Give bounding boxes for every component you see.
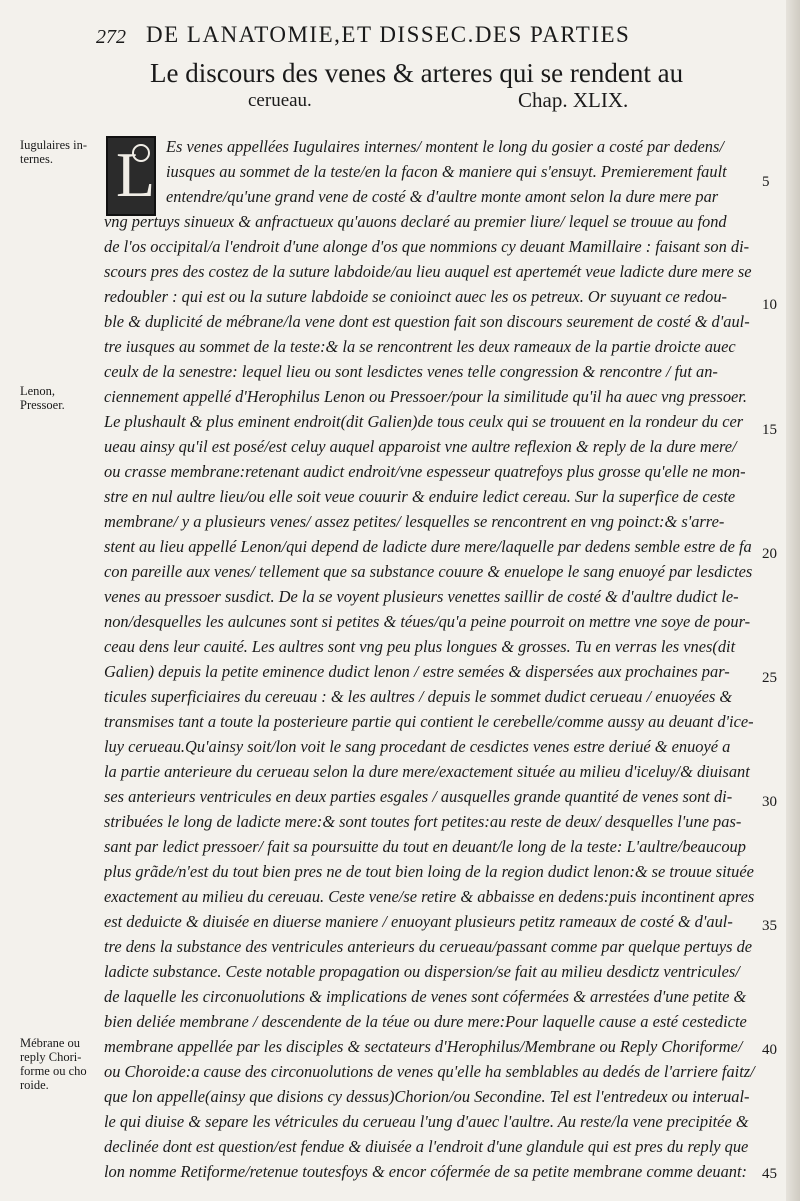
text-line: con pareille aux venes/ tellement que sa substance couure & enuelope le sang enuoyé par lesdictes [104,562,753,581]
text-line: plus grãde/n'est du tout bien pres ne de tout bien loing de la region dudict lenon:& se trouue située [104,862,754,881]
text-line: sant par ledict pressoer/ fait sa poursuitte du tout en deuant/le long de la teste: L'aultre/beaucoup [104,837,746,856]
line-number: 35 [762,918,777,934]
text-line: stent au lieu appellé Lenon/qui depend de ladicte dure mere/laquelle par dedens semble estre de fa [104,537,752,556]
chapter-title-continued: cerueau. [248,90,312,111]
text-line: ueau ainsy qu'il est posé/est celuy auquel apparoist vne aultre reflexion & reply de la dure mere/ [104,437,737,456]
text-line: stre en nul aultre lieu/ou elle soit veue couurir & enduire ledict cereau. Sur la superfice de ceste [104,487,736,506]
line-number: 40 [762,1042,777,1058]
text-line: iusques au sommet de la teste/en la facon & maniere qui s'ensuyt. Premierement fault [166,162,727,181]
line-number: 10 [762,297,777,313]
text-line: lon nomme Retiforme/retenue toutesfoys & encor cófermée de sa petite membrane comme deuant: [104,1162,747,1181]
line-number: 25 [762,670,777,686]
text-line: ciennement appellé d'Herophilus Lenon ou Pressoer/pour la similitude qu'il ha auec vng pressoer. [104,387,747,406]
text-line: ou Choroide:a cause des circonuolutions de venes qu'elle ha semblables au dedés de l'arriere faitz/ [104,1062,755,1081]
page-edge [786,0,800,1201]
text-line: Le plushault & plus eminent endroit(dit Galien)de tous ceulx qui se trouuent en la rondeur du cer [104,412,744,431]
text-line: redoubler : qui est ou la suture labdoide se conioinct auec les os petreux. Or suyuant ce redou- [104,287,728,306]
text-line: exactement au milieu du cereuau. Ceste vene/se retire & abbaisse en dedens:puis incontinent apres [104,887,755,906]
text-line: de laquelle les circonuolutions & implications de venes sont cófermées & arrestées d'une petite & [104,987,747,1006]
chapter-number: Chap. XLIX. [518,88,629,112]
text-line: ble & duplicité de mébrane/la vene dont est question fait son discours seurement de costé & d'aul- [104,312,750,331]
text-line: ou crasse membrane:retenant audict endroit/vne espesseur quatrefoys plus grosse qu'elle ne mon- [104,462,746,481]
line-number: 30 [762,794,777,810]
text-line: de l'os occipital/a l'endroit d'une alonge d'os que nommions cy deuant Mamillaire : faisant son di- [104,237,750,256]
margin-note: Mébrane ou reply Chori- forme ou cho roide. [20,1036,87,1092]
text-line: Es venes appellées Iugulaires internes/ montent le long du gosier a costé par dedens/ [166,137,724,156]
text-line: que lon appelle(ainsy que disions cy dessus)Chorion/ou Secondine. Tel est l'entredeux ou interual- [104,1087,750,1106]
chapter-title: Le discours des venes & arteres qui se rendent au [150,58,684,88]
text-line: vng pertuys sinueux & anfractueux qu'auons declaré au premier liure/ lequel se trouue au fond [104,212,727,231]
text-line: Galien) depuis la petite eminence dudict lenon / estre semées & dispersées aux prochaines par- [104,662,730,681]
line-number: 15 [762,422,777,438]
text-line: ceau dens leur cauité. Les aultres sont vng peu plus longues & grosses. Tu en verras les vnes(dit [104,637,736,656]
text-line: luy cerueau.Qu'ainsy soit/lon voit le sang procedant de cesdictes venes estre deriué & enuoyé a [104,737,731,756]
text-line: tre dens la substance des ventricules anterieurs du cerueau/passant comme par quelque pertuys de [104,937,753,956]
text-line: la partie anterieure du cerueau selon la dure mere/exactement située au milieu d'iceluy/& diuisant [104,762,750,781]
text-line: bien deliée membrane / descendente de la téue ou dure mere:Pour laquelle cause a esté cestedicte [104,1012,747,1031]
text-line: transmises tant a toute la posterieure partie qui contient le cerebelle/comme aussy au deuant d'ice- [104,712,754,731]
text-line: non/desquelles les aulcunes sont si petites & téues/qu'a peine pourroit on mettre vne soye de pour- [104,612,751,631]
text-line: est deduicte & diuisée en diuerse maniere / enuoyant plusieurs petitz rameaux de costé & d'aul- [104,912,733,931]
text-line: entendre/qu'une grand vene de costé & d'aultre monte amont selon la dure mere par [166,187,719,206]
text-line: declinée dont est question/est fendue & diuisée a l'endroit d'une glandule qui est pres du reply que [104,1137,749,1156]
text-line: scours pres des costez de la suture labdoide/au lieu auquel est apertemét veue ladicte dure mere se [104,262,752,281]
line-number: 20 [762,546,777,562]
body-text [104,134,756,1184]
text-line: venes au pressoer susdict. De la se voyent plusieurs venettes saillir de costé & d'aultre dudict le- [104,587,739,606]
text-line: ses anterieurs ventricules en deux parties esgales / ausquelles grande quantité de venes sont di- [104,787,733,806]
text-line: ladicte substance. Ceste notable propagation ou dispersion/se fait au milieu desdictz ventricules/ [104,962,740,981]
page-number: 272 [96,26,126,48]
line-number: 45 [762,1166,777,1182]
line-number: 5 [762,174,770,190]
text-line: membrane/ y a plusieurs venes/ assez petites/ lesquelles se rencontrent en vng poinct:& s'arre- [104,512,725,531]
drop-cap-letter: L [116,139,156,210]
text-line: ticules superficiaires du cereuau : & les aultres / depuis le sommet dudict cerueau / enuoyées & [104,687,733,706]
text-line: membrane appellée par les disciples & sectateurs d'Herophilus/Membrane ou Reply Choriforme/ [104,1037,743,1056]
running-header [96,22,736,54]
text-line: ceulx de la senestre: lequel lieu ou sont lesdictes venes telle congression & rencontre / fut an- [104,362,718,381]
margin-note: Iugulaires in- ternes. [20,138,87,166]
text-line: tre iusques au sommet de la teste:& la se rencontrent les deux rameaux de la partie droicte auec [104,337,736,356]
running-title: DE LANATOMIE,ET DISSEC.DES PARTIES [146,22,631,47]
text-line: stribuées le long de ladicte mere:& sont toutes fort petites:au reste de deux/ desquelles l'une pas- [104,812,742,831]
text-line: le qui diuise & separe les vétricules du cerueau l'ung d'auec l'aultre. Au reste/la vene precipitée & [104,1112,749,1131]
margin-note: Lenon, Pressoer. [20,384,65,412]
